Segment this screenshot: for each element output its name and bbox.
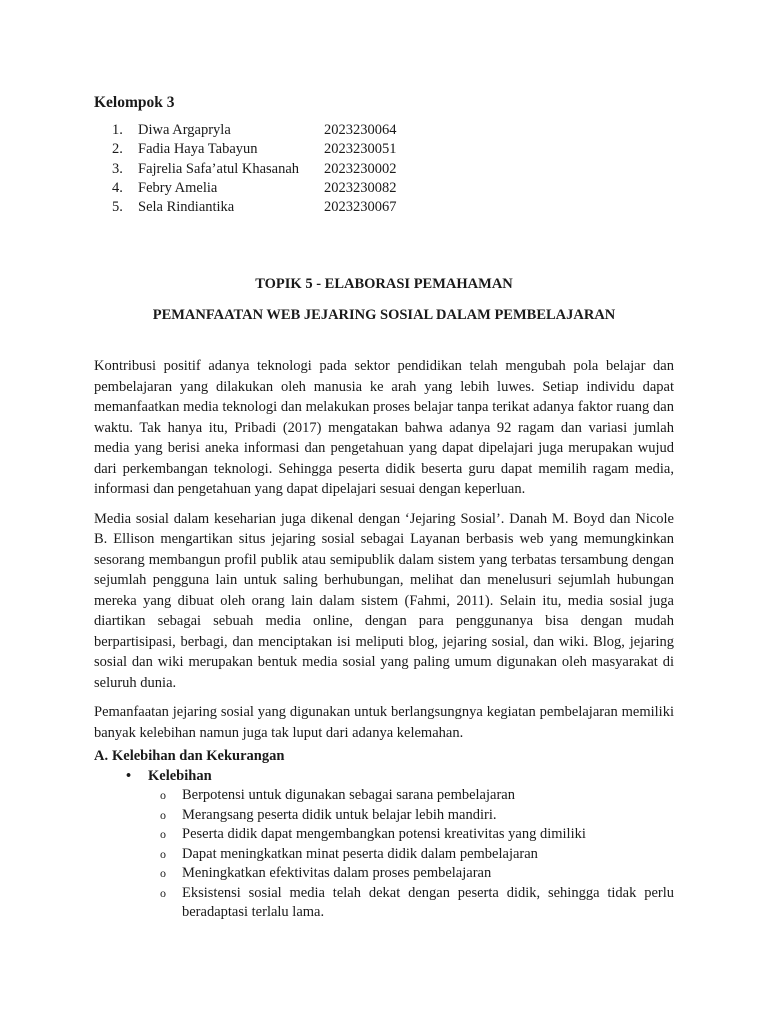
- member-name: Fadia Haya Tabayun: [138, 141, 258, 158]
- circle-bullet-icon: o: [160, 788, 166, 802]
- topic-title: TOPIK 5 - ELABORASI PEMAHAMAN: [255, 276, 513, 292]
- member-row: [112, 121, 397, 140]
- member-row: [112, 198, 397, 217]
- bullet-text: Kelebihan: [148, 767, 212, 784]
- sub-list: [160, 786, 674, 923]
- circle-bullet-icon: o: [160, 846, 166, 861]
- circle-bullet-icon: o: [160, 885, 166, 900]
- member-list: [112, 121, 397, 217]
- member-number: 2.: [112, 141, 123, 158]
- member-id: 2023230082: [324, 179, 397, 196]
- member-row: [112, 160, 397, 179]
- list-item: [160, 806, 674, 826]
- bullet-item: [126, 767, 674, 787]
- list-item-text: Eksistensi sosial media telah dekat dengan peserta didik, sehingga tidak perlu beradaptasi terlalu lama.: [182, 884, 674, 920]
- member-id: 2023230067: [324, 199, 397, 216]
- list-item-text: Meningkatkan efektivitas dalam proses pembelajaran: [182, 865, 492, 881]
- document-subtitle: PEMANFAATAN WEB JEJARING SOSIAL DALAM PEMBELAJARAN: [152, 307, 616, 323]
- list-item: [160, 786, 674, 806]
- member-number: 1.: [112, 122, 123, 138]
- paragraph: Media sosial dalam keseharian juga dikenal dengan ‘Jejaring Sosial’. Danah M. Boyd dan Nicole B. Ellison mengartikan situs jejaring sosial sebagai Layanan berbasis web yang memungkinkan sesorang membangun profil publik atau semipublik dalam sistem yang terbatas tersambung dengan sejumlah pengguna lain untuk saling berhubungan, melihat dan menelusuri sejumlah hubungan mereka yang dibuat oleh orang lain dalam sistem (Fahmi, 2011). Selain itu, media sosial juga diartikan sebagai sebuah media online, dengan para penggunanya bisa dengan mudah berpartisipasi, berbagi, dan menciptakan isi meliputi blog, jejaring sosial, dan wiki. Blog, jejaring sosial dan wiki merupakan bentuk media sosial yang paling umum digunakan oleh masyarakat di seluruh dunia.: [94, 510, 674, 691]
- list-item: [160, 864, 674, 884]
- member-id: 2023230002: [324, 160, 397, 177]
- member-number: 3.: [112, 160, 123, 177]
- member-name: Fajrelia Safa’atul Khasanah: [138, 160, 300, 177]
- paragraph: Pemanfaatan jejaring sosial yang digunakan untuk berlangsungnya kegiatan pembelajaran memiliki banyak kelebihan namun juga tak luput dari adanya kelemahan.: [94, 704, 674, 741]
- paragraph: Kontribusi positif adanya teknologi pada sektor pendidikan telah mengubah pola belajar dan pembelajaran yang dilakukan oleh manusia ke arah yang lebih luwes. Setiap individu dapat memanfaatkan media teknologi dan melakukan proses belajar tanpa terikat adanya faktor ruang dan waktu. Tak hanya itu, Pribadi (2017) mengatakan bahwa adanya 92 ragam dan variasi jumlah media yang berisi aneka informasi dan pengetahuan yang dapat dipelajari juga merupakan wujud dari perkembangan teknologi. Sehingga peserta didik beserta guru dapat memilih ragam media, informasi dan pengetahuan yang dapat dipelajari sesuai dengan keperluan.: [94, 358, 674, 497]
- list-item: [160, 884, 674, 923]
- member-name: Sela Rindiantika: [138, 199, 235, 216]
- list-item: [160, 825, 674, 845]
- circle-bullet-icon: o: [160, 807, 166, 822]
- group-title: Kelompok 3: [94, 94, 175, 111]
- section-heading-text: Kelebihan dan Kekurangan: [112, 748, 285, 764]
- list-item-text: Merangsang peserta didik untuk belajar lebih mandiri.: [182, 806, 497, 823]
- section-label: A.: [94, 748, 109, 764]
- member-name: Diwa Argapryla: [138, 122, 231, 138]
- member-id: 2023230051: [324, 141, 397, 158]
- member-row: [112, 179, 397, 198]
- member-number: 4.: [112, 179, 123, 196]
- list-item: [160, 845, 674, 865]
- section-a: [94, 747, 674, 923]
- list-item-text: Dapat meningkatkan minat peserta didik dalam pembelajaran: [182, 845, 538, 862]
- member-row: [112, 140, 397, 159]
- section-heading: [94, 747, 674, 767]
- member-id: 2023230064: [324, 122, 397, 138]
- list-item-text: Berpotensi untuk digunakan sebagai sarana pembelajaran: [182, 787, 515, 803]
- list-item-text: Peserta didik dapat mengembangkan potensi kreativitas yang dimiliki: [182, 826, 586, 842]
- circle-bullet-icon: o: [160, 866, 166, 880]
- member-number: 5.: [112, 199, 123, 216]
- member-name: Febry Amelia: [138, 179, 218, 196]
- bullet-dot-icon: •: [126, 767, 132, 784]
- body-text: [94, 356, 674, 752]
- title-block: [94, 276, 674, 338]
- circle-bullet-icon: o: [160, 827, 166, 841]
